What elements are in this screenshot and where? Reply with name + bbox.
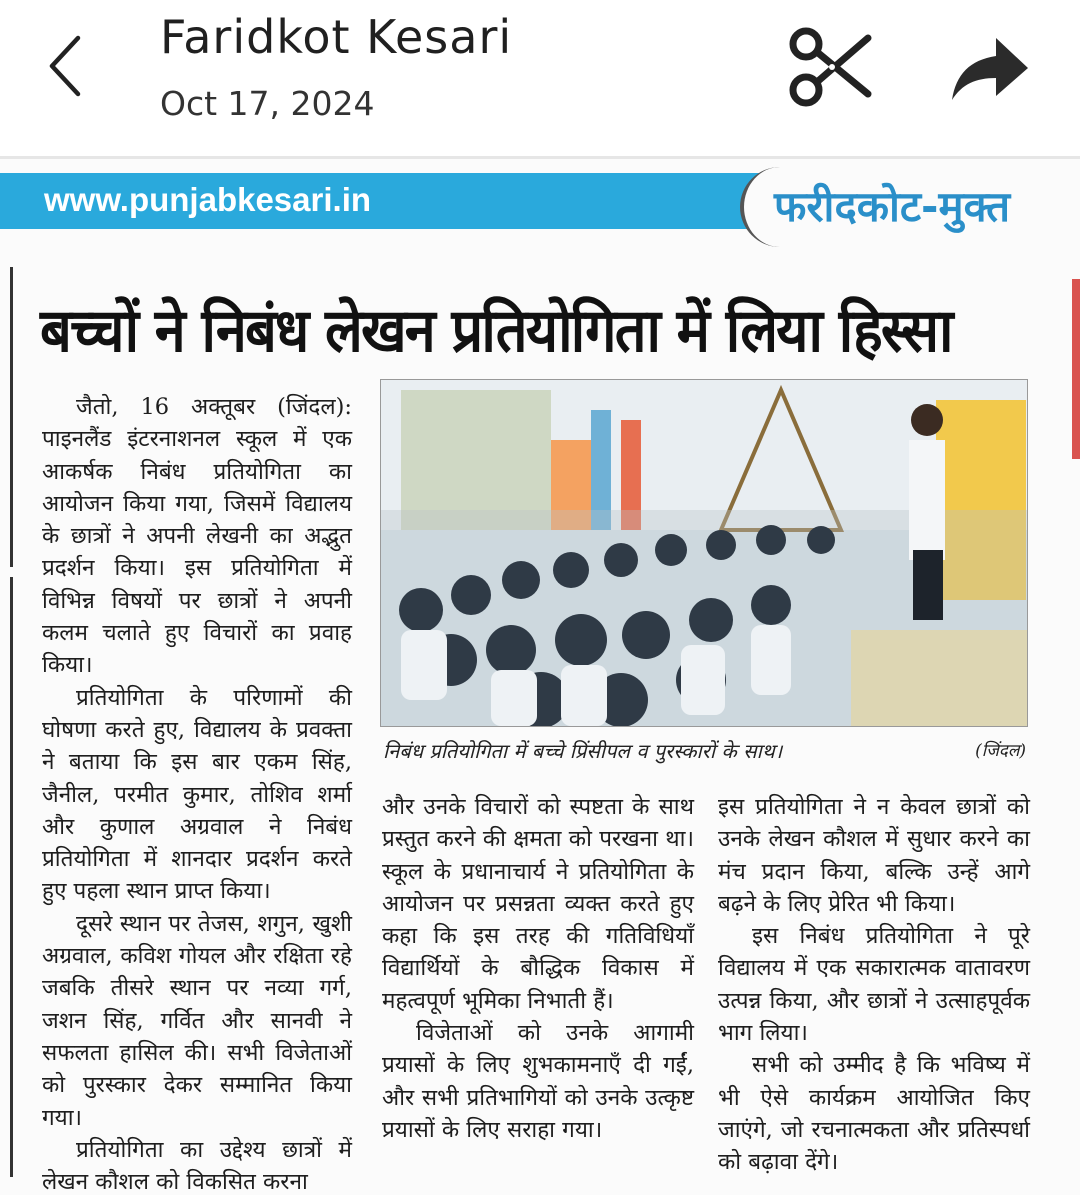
paragraph: इस प्रतियोगिता ने न केवल छात्रों को उनके लेखन कौशल में सुधार करने का मंच प्रदान किया, बल्कि उन्हें आगे बढ़ने के लिए प्रेरित भी किया। bbox=[718, 794, 1030, 917]
caption-text: निबंध प्रतियोगिता में बच्चे प्रिंसीपल व पुरस्कारों के साथ। bbox=[383, 739, 783, 763]
paragraph: जैतो, 16 अक्तूबर (जिंदल): पाइनलैंड इंटरनाशनल स्कूल में एक आकर्षक निबंध प्रतियोगिता का आयोजन किया गया, जिसमें विद्यालय के छात्रों ने अपनी लेखनी का अद्भुत प्रदर्शन किया। इस प्रतियोगिता में विभिन्न विषयों पर छात्रों ने अपनी कलम चलाते हुए विचारों का प्रवाह किया। bbox=[42, 394, 352, 679]
paragraph: सभी को उम्मीद है कि भविष्य में भी ऐसे कार्यक्रम आयोजित किए जाएंगे, जो रचनात्मकता और प्रतिस्पर्धा को बढ़ावा देंगे। bbox=[718, 1052, 1030, 1176]
article-column-2 bbox=[382, 791, 694, 1146]
article-column-3 bbox=[718, 791, 1030, 1179]
paragraph: प्रतियोगिता के परिणामों की घोषणा करते हुए, विद्यालय के प्रवक्ता ने बताया कि इस बार एकम सिंह, जैनील, परमीत कुमार, तोशिव शर्मा और कुणाल अग्रवाल ने निबंध प्रतियोगिता में शानदार प्रदर्शन करते हुए पहला स्थान प्राप्त किया। bbox=[42, 684, 352, 905]
paragraph: विजेताओं को उनके आगामी प्रयासों के लिए शुभकामनाएँ दी गईं, और सभी प्रतिभागियों को उनके उत्कृष्ट प्रयासों के लिए सराहा गया। bbox=[382, 1020, 694, 1143]
article-column-1 bbox=[42, 391, 352, 1195]
paragraph: और उनके विचारों को स्पष्टता के साथ प्रस्तुत करने की क्षमता को परखना था। स्कूल के प्रधानाचार्य ने प्रतियोगिता के आयोजन पर प्रसन्नता व्यक्त करते हुए कहा कि इस तरह की गतिविधियाँ विद्यार्थियों के बौद्धिक विकास में महत्वपूर्ण भूमिका निभाती हैं। bbox=[382, 794, 694, 1014]
edition-tag bbox=[740, 167, 1080, 247]
share-button[interactable] bbox=[948, 34, 1032, 104]
scissors-icon bbox=[782, 22, 878, 112]
article-headline: बच्चों ने निबंध लेखन प्रतियोगिता में लिया हिस्सा bbox=[40, 296, 952, 366]
paragraph: दूसरे स्थान पर तेजस, शगुन, खुशी अग्रवाल, कविश गोयल और रक्षिता रहे जबकि तीसरे स्थान पर नव्या गर्ग, जशन सिंह, गर्वित और सानवी ने सफलता हासिल की। सभी विजेताओं को पुरस्कार देकर सम्मानित किया गया। bbox=[42, 910, 352, 1131]
newspaper-clipping bbox=[0, 159, 1080, 1195]
photo-caption bbox=[383, 737, 1028, 764]
left-column-rule bbox=[0, 577, 13, 1177]
margin-mark bbox=[1072, 279, 1080, 459]
left-column-rule bbox=[0, 267, 13, 567]
clip-button[interactable] bbox=[782, 22, 878, 112]
classroom-photo bbox=[381, 380, 1027, 726]
publication-date: Oct 17, 2024 bbox=[160, 84, 375, 123]
app-bar bbox=[0, 0, 1080, 158]
article-photo bbox=[380, 379, 1028, 727]
back-button[interactable] bbox=[40, 30, 100, 100]
paragraph: इस निबंध प्रतियोगिता ने पूरे विद्यालय में एक सकारात्मक वातावरण उत्पन्न किया, और छात्रों ने उत्साहपूर्वक भाग लिया। bbox=[718, 923, 1030, 1047]
page-title: Faridkot Kesari bbox=[160, 10, 513, 64]
paragraph: प्रतियोगिता का उद्देश्य छात्रों में लेखन कौशल को विकसित करना bbox=[42, 1136, 352, 1195]
site-url: www.punjabkesari.in bbox=[44, 181, 372, 218]
share-arrow-icon bbox=[948, 34, 1032, 104]
photo-credit: (जिंदल) bbox=[975, 741, 1026, 761]
back-arrow-icon bbox=[40, 30, 100, 100]
edition-name: फरीदकोट-मुक्त bbox=[774, 182, 1011, 231]
